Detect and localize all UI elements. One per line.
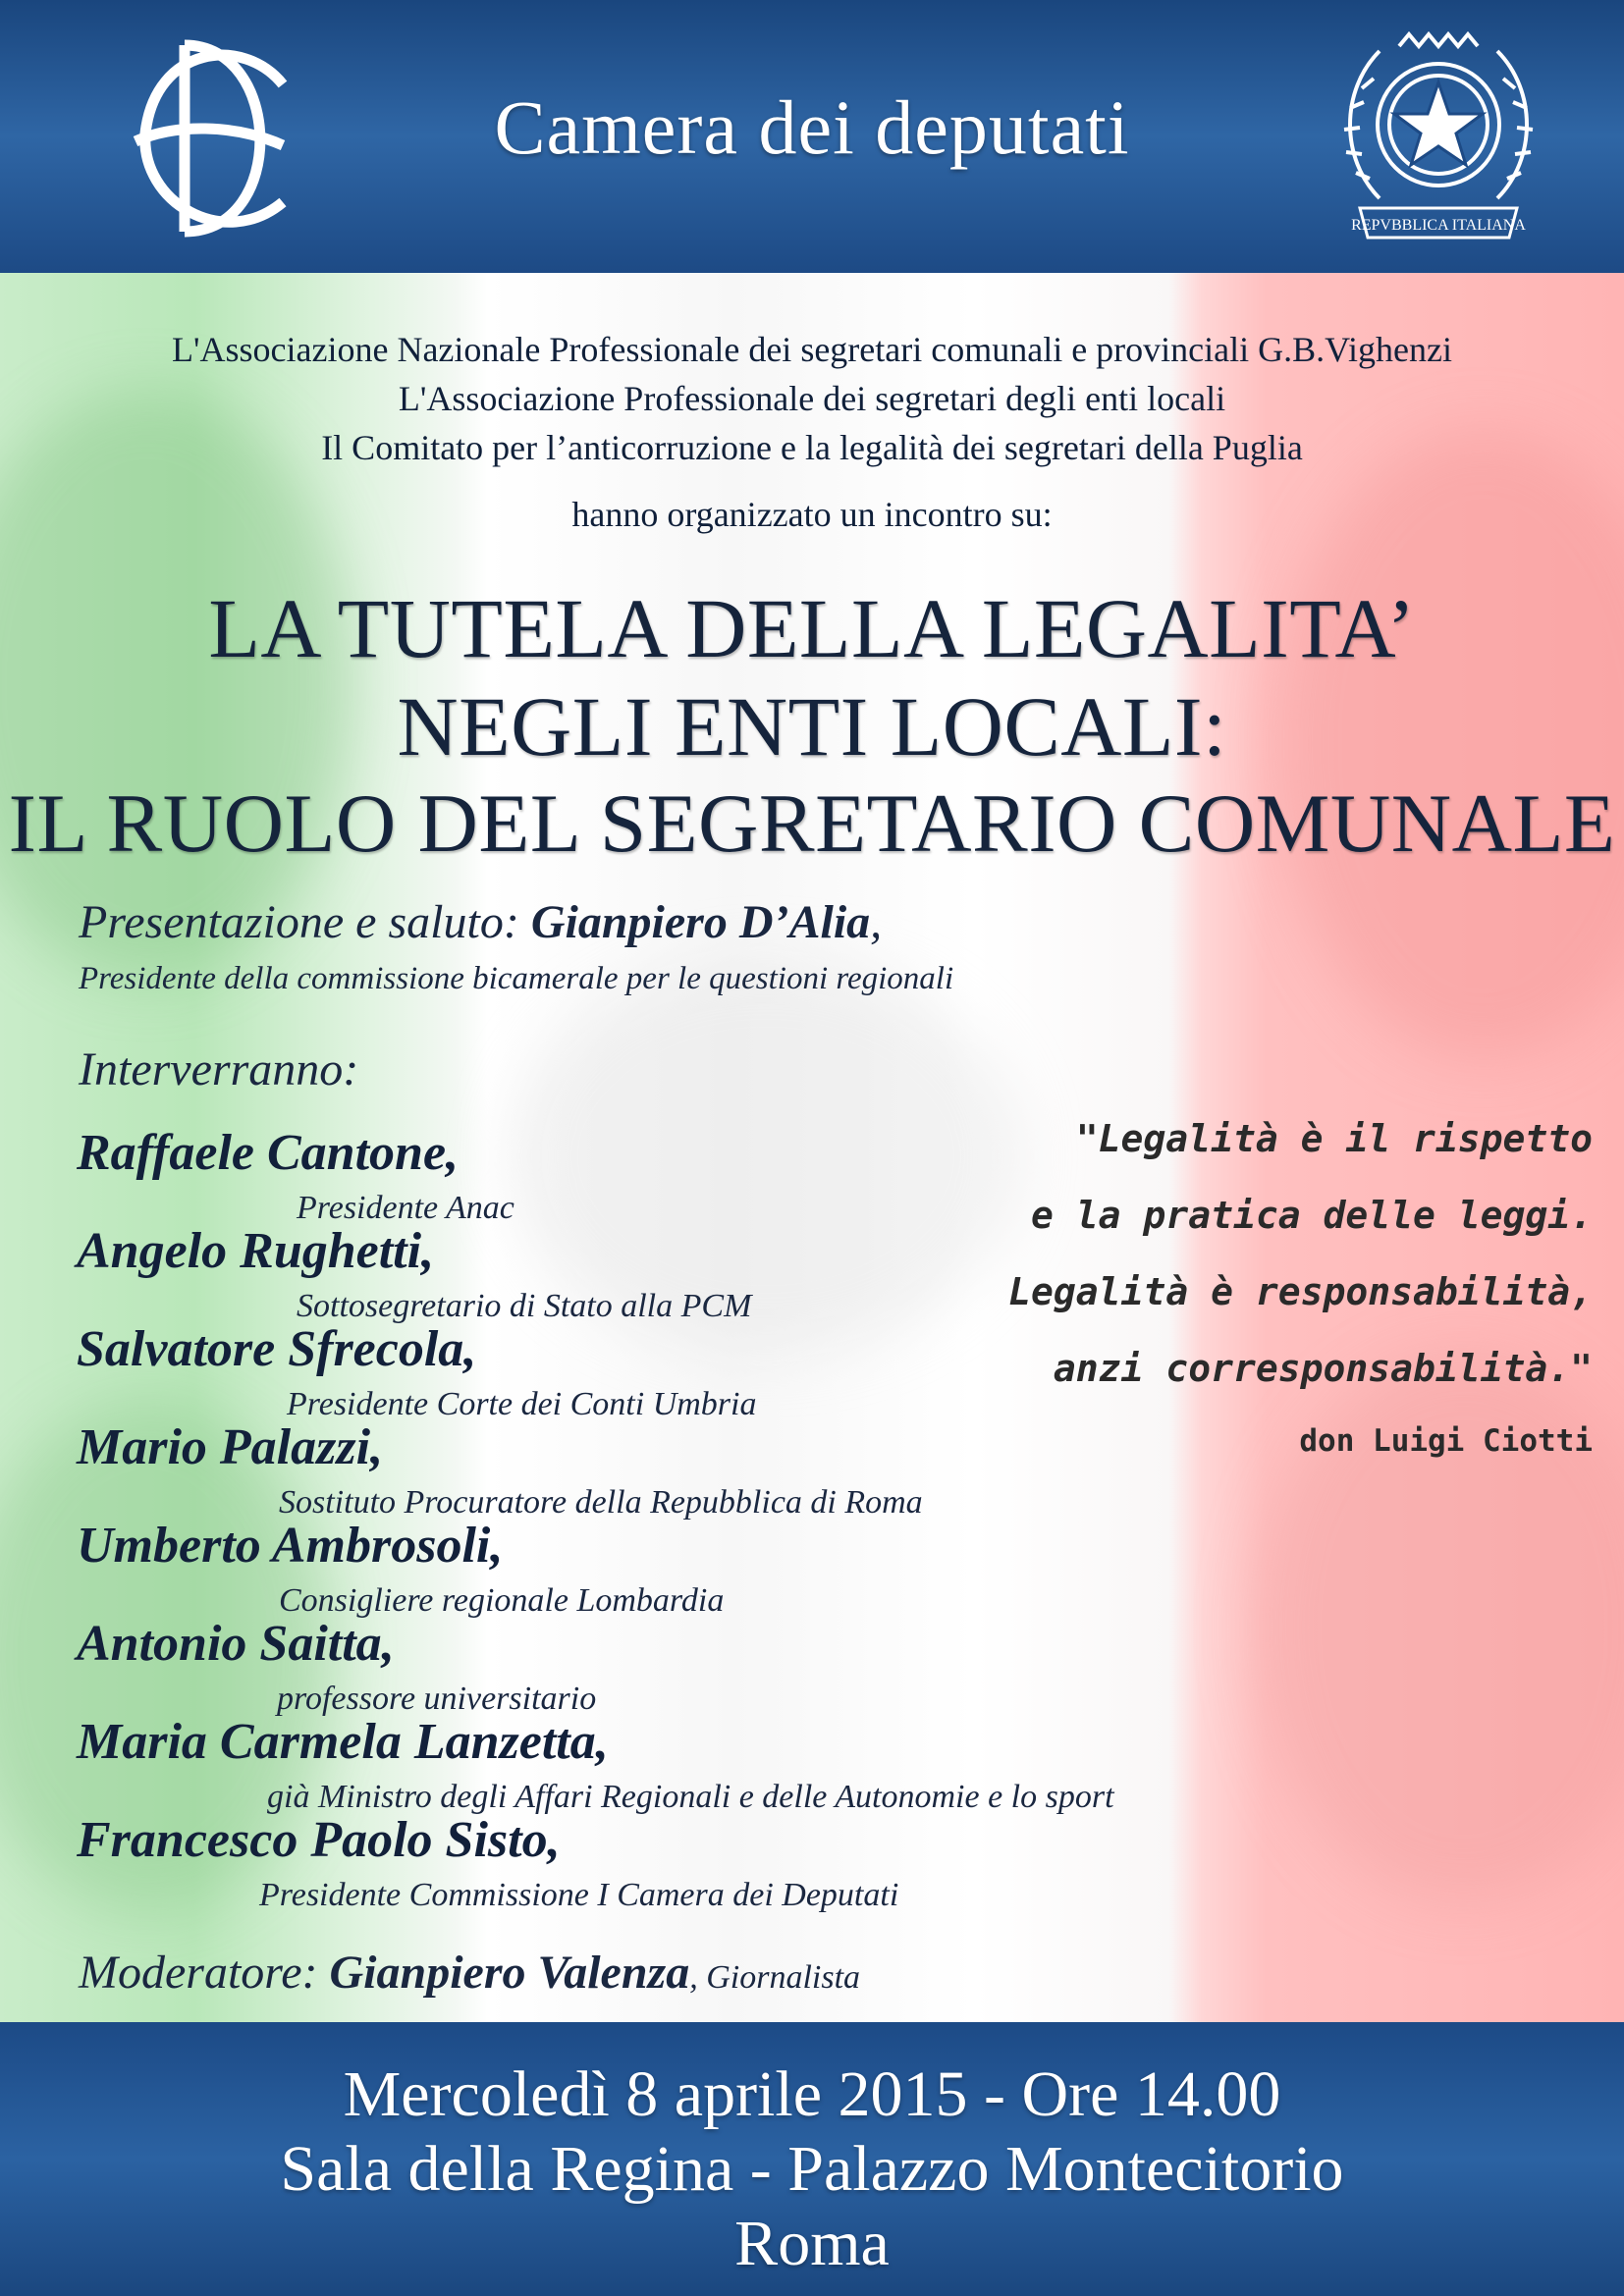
organizer-line-2: L'Associazione Professionale dei segretari degli enti locali [398,379,1226,418]
event-date-time: Mercoledì 8 aprile 2015 - Ore 14.00 [343,2058,1281,2130]
presentation-comma: , [870,896,883,948]
speaker-role-8: Presidente Commissione I Camera dei Deputati [259,1877,899,1913]
organizer-line-1: L'Associazione Nazionale Professionale dei segretari comunali e provinciali G.B.Vighenzi [172,330,1452,369]
speaker-role-7: già Ministro degli Affari Regionali e delle Autonomie e lo sport [267,1779,1114,1815]
speaker-role-1: Presidente Anac [297,1190,514,1226]
footer-bar [0,2022,1624,2296]
speaker-role-5: Consigliere regionale Lombardia [279,1582,725,1619]
presentation-label: Presentazione e saluto: [79,896,519,948]
speaker-name-1: Raffaele Cantone, [77,1125,460,1181]
speaker-name-6: Antonio Saitta, [77,1616,395,1672]
presentation-name: Gianpiero D’Alia [530,896,871,948]
speaker-role-4: Sostituto Procuratore della Repubblica di Roma [279,1484,923,1521]
emblem-banner-text: REPVBBLICA ITALIANA [1351,217,1526,234]
speaker-name-2: Angelo Rughetti, [77,1223,435,1279]
quote-line-4: anzi corresponsabilità." [1053,1347,1593,1390]
title-line-2: NEGLI ENTI LOCALI: [397,679,1227,774]
italian-republic-emblem-icon [1340,12,1537,257]
presentation-role: Presidente della commissione bicamerale per le questioni regionali [79,961,954,996]
quote-line-1: "Legalità è il rispetto [1075,1117,1593,1160]
moderator-role: , Giornalista [689,1959,861,1996]
presentation-row [79,895,882,949]
event-city: Roma [734,2208,890,2279]
moderator-label: Moderatore: [79,1947,318,1999]
quote-line-3: Legalità è responsabilità, [1008,1270,1593,1313]
moderator-name: Gianpiero Valenza [329,1947,690,1999]
event-venue: Sala della Regina - Palazzo Montecitorio [280,2133,1344,2205]
speaker-name-8: Francesco Paolo Sisto, [77,1812,561,1868]
header-bar [0,0,1624,273]
speaker-name-4: Mario Palazzi, [77,1419,384,1475]
speaker-name-3: Salvatore Sfrecola, [77,1321,477,1377]
speaker-name-7: Maria Carmela Lanzetta, [77,1714,609,1770]
speaker-role-2: Sottosegretario di Stato alla PCM [297,1288,752,1324]
title-line-1: LA TUTELA DELLA LEGALITA’ [208,581,1416,675]
speaker-role-6: professore universitario [277,1681,597,1717]
moderator-row [79,1946,860,2000]
speaker-name-5: Umberto Ambrosoli, [77,1518,504,1574]
quote-author: don Luigi Ciotti [1299,1423,1593,1459]
speakers-label: Interverranno: [79,1043,359,1095]
header-title: Camera dei deputati [494,84,1130,170]
intro-text: hanno organizzato un incontro su: [571,495,1053,534]
speaker-role-3: Presidente Corte dei Conti Umbria [287,1386,757,1422]
organizer-line-3: Il Comitato per l’anticorruzione e la legalità dei segretari della Puglia [321,428,1303,467]
title-line-3: IL RUOLO DEL SEGRETARIO COMUNALE [8,777,1616,870]
quote-line-2: e la pratica delle leggi. [1031,1194,1593,1237]
